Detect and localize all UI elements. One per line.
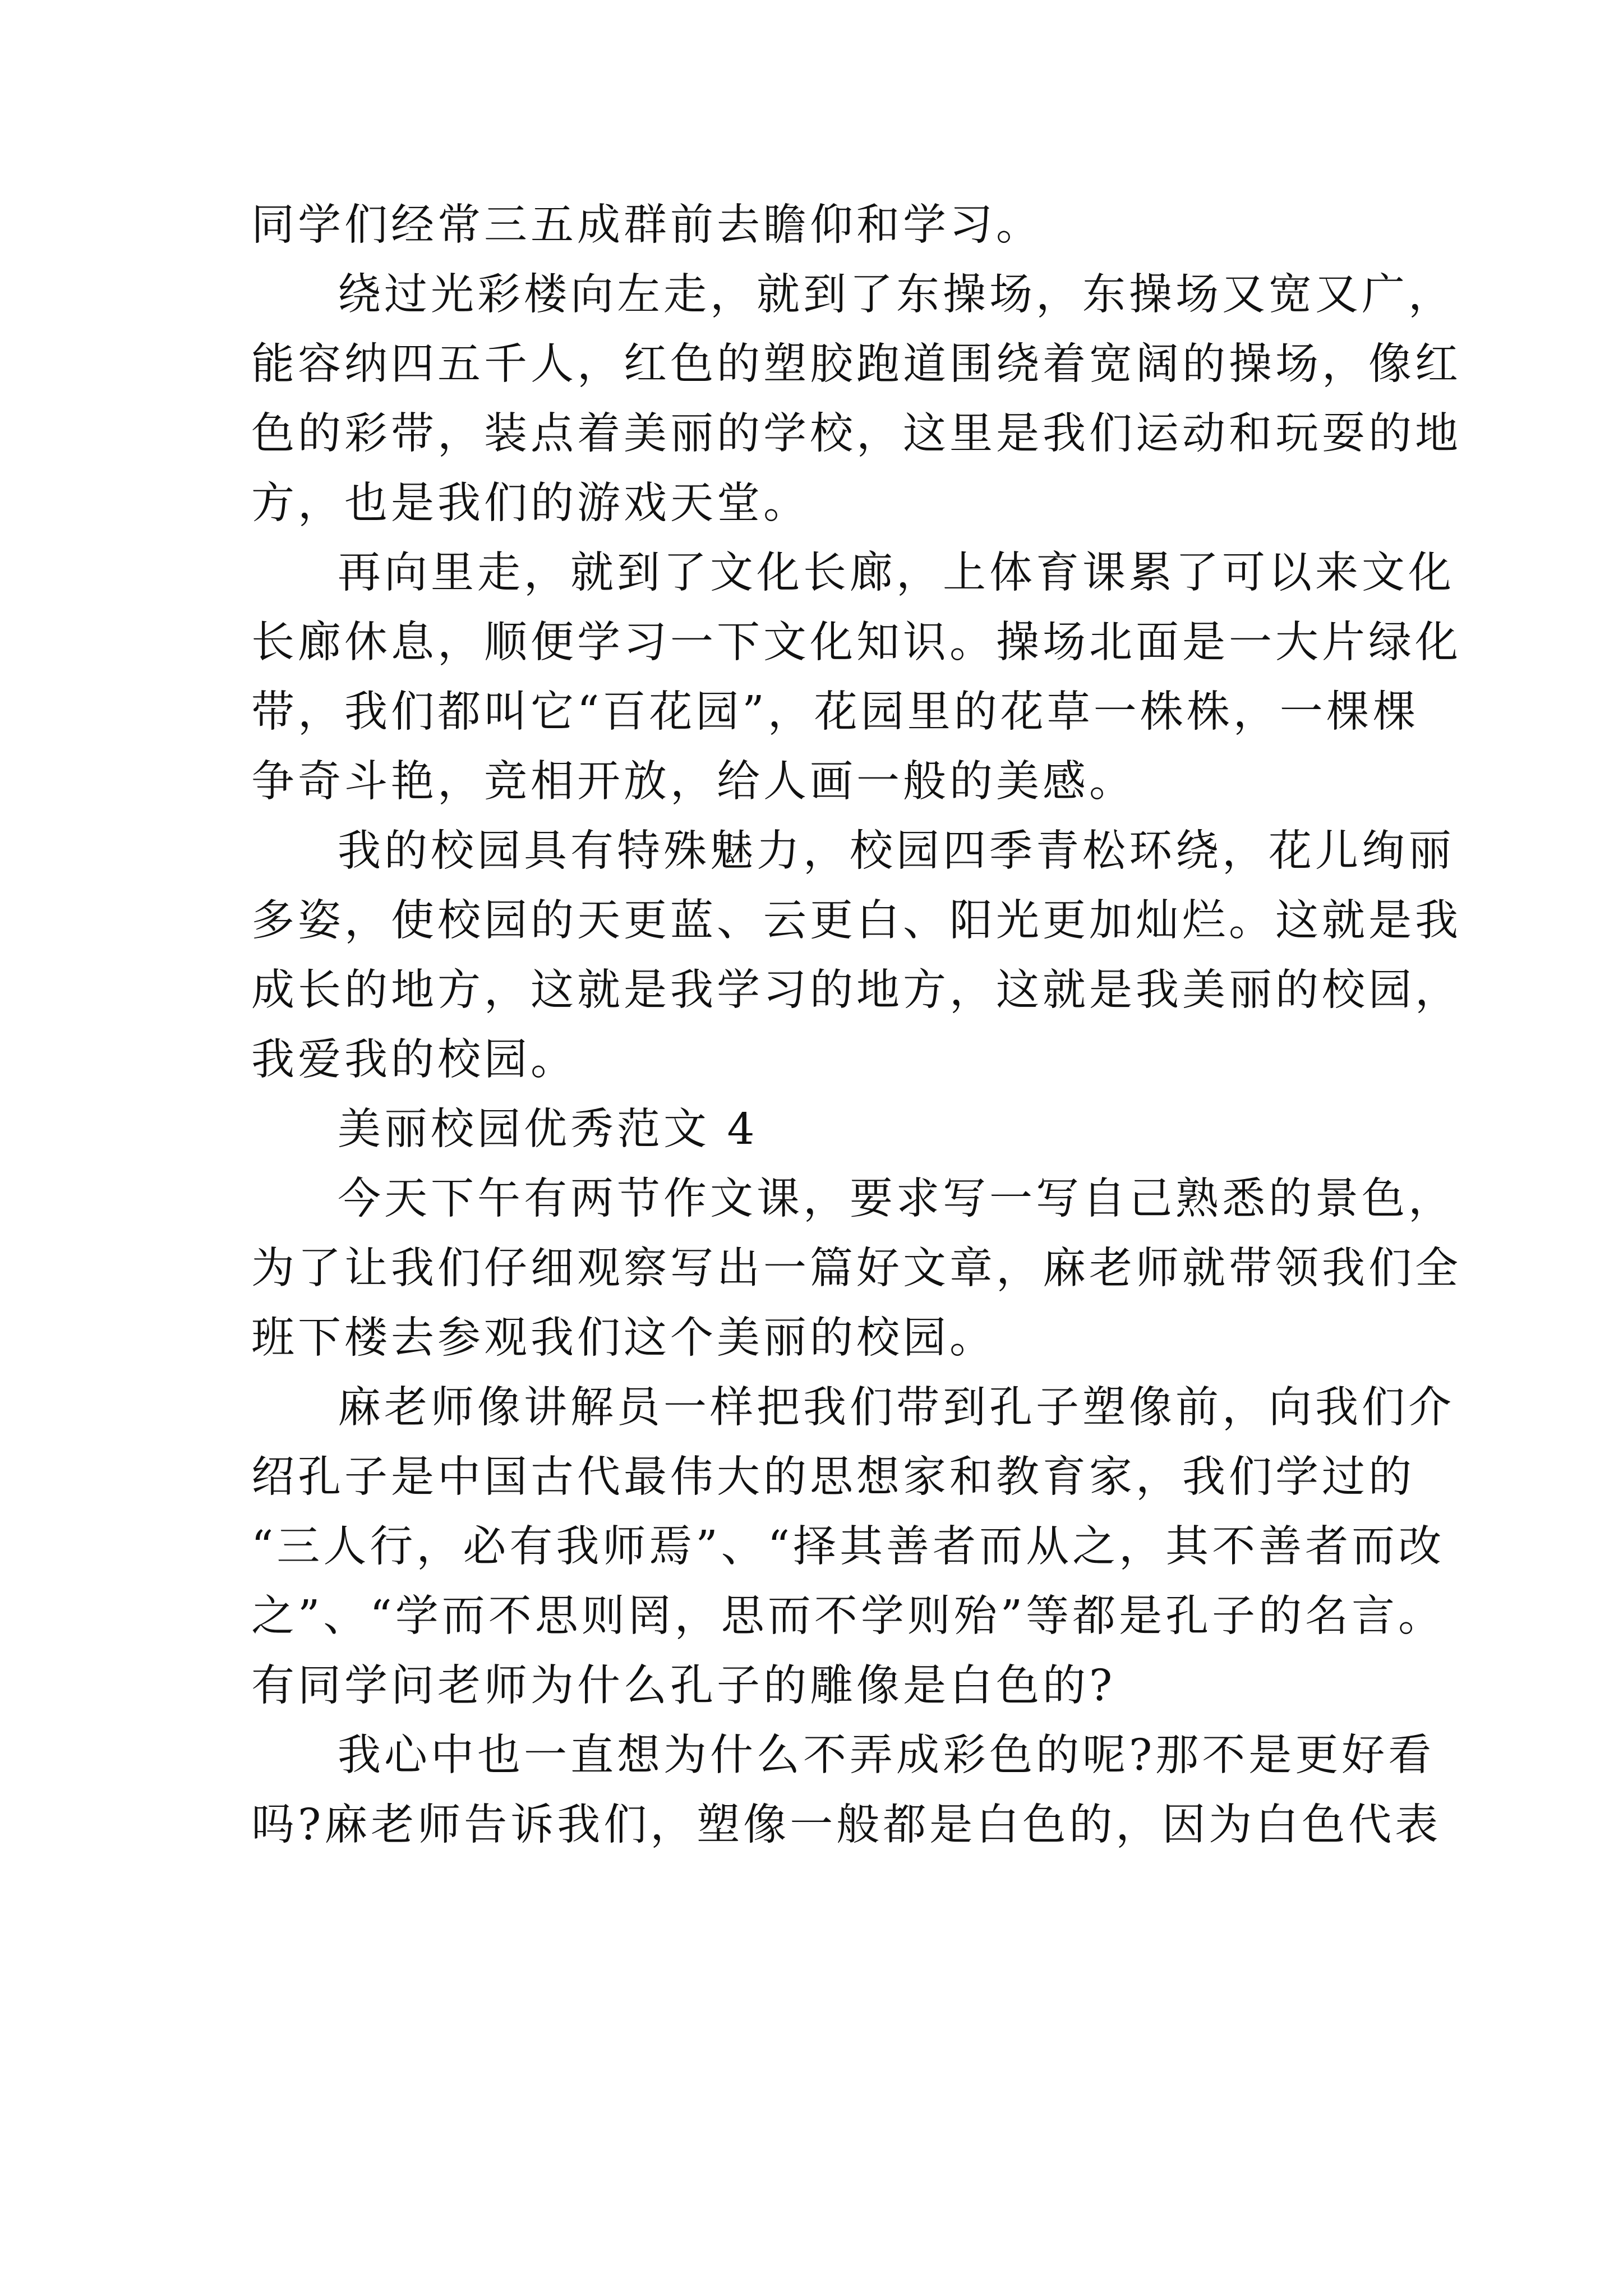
- document-body: [251, 191, 1461, 1860]
- text-line: 长廊休息，顺便学习一下文化知识。操场北面是一大片绿化: [251, 618, 1461, 668]
- text-line: 方，也是我们的游戏天堂。: [251, 478, 810, 528]
- text-line: 色的彩带，装点着美丽的学校，这里是我们运动和玩耍的地: [251, 409, 1461, 459]
- paragraph-start-line: 我的校园具有特殊魅力，校园四季青松环绕，花儿绚丽: [338, 826, 1455, 876]
- text-line: 能容纳四五千人，红色的塑胶跑道围绕着宽阔的操场，像红: [251, 339, 1461, 389]
- text-line: 有同学问老师为什么孔子的雕像是白色的?: [251, 1661, 1116, 1711]
- text-line: 同学们经常三五成群前去瞻仰和学习。: [251, 200, 1043, 250]
- text-line: 成长的地方，这就是我学习的地方，这就是我美丽的校园，: [251, 965, 1461, 1015]
- paragraph-start-line: 今天下午有两节作文课，要求写一写自己熟悉的景色，: [338, 1174, 1455, 1224]
- text-line: 为了让我们仔细观察写出一篇好文章，麻老师就带领我们全: [251, 1244, 1461, 1294]
- text-line: “三人行，必有我师焉”、“择其善者而从之，其不善者而改: [251, 1522, 1445, 1572]
- text-line: 多姿，使校园的天更蓝、云更白、阳光更加灿烂。这就是我: [251, 896, 1461, 946]
- paragraph-start-line: 再向里走，就到了文化长廊，上体育课累了可以来文化: [338, 548, 1455, 598]
- text-line: 争奇斗艳，竞相开放，给人画一般的美感。: [251, 757, 1136, 807]
- paragraph-start-line: 绕过光彩楼向左走，就到了东操场，东操场又宽又广，: [338, 270, 1455, 320]
- paragraph-start-line: 我心中也一直想为什么不弄成彩色的呢?那不是更好看: [338, 1731, 1435, 1780]
- text-line: 绍孔子是中国古代最伟大的思想家和教育家，我们学过的: [251, 1452, 1415, 1502]
- text-line: 班下楼去参观我们这个美丽的校园。: [251, 1313, 996, 1363]
- text-line: 带，我们都叫它“百花园”，花园里的花草一株株，一棵棵: [251, 687, 1419, 737]
- text-line: 吗?麻老师告诉我们，塑像一般都是白色的，因为白色代表: [251, 1800, 1442, 1850]
- text-line: 之”、“学而不思则罔，思而不学则殆”等都是孔子的名言。: [251, 1591, 1445, 1641]
- paragraph-start-line: 麻老师像讲解员一样把我们带到孔子塑像前，向我们介: [338, 1383, 1455, 1433]
- text-line: 我爱我的校园。: [251, 1035, 577, 1085]
- section-heading: 美丽校园优秀范文 4: [338, 1105, 758, 1154]
